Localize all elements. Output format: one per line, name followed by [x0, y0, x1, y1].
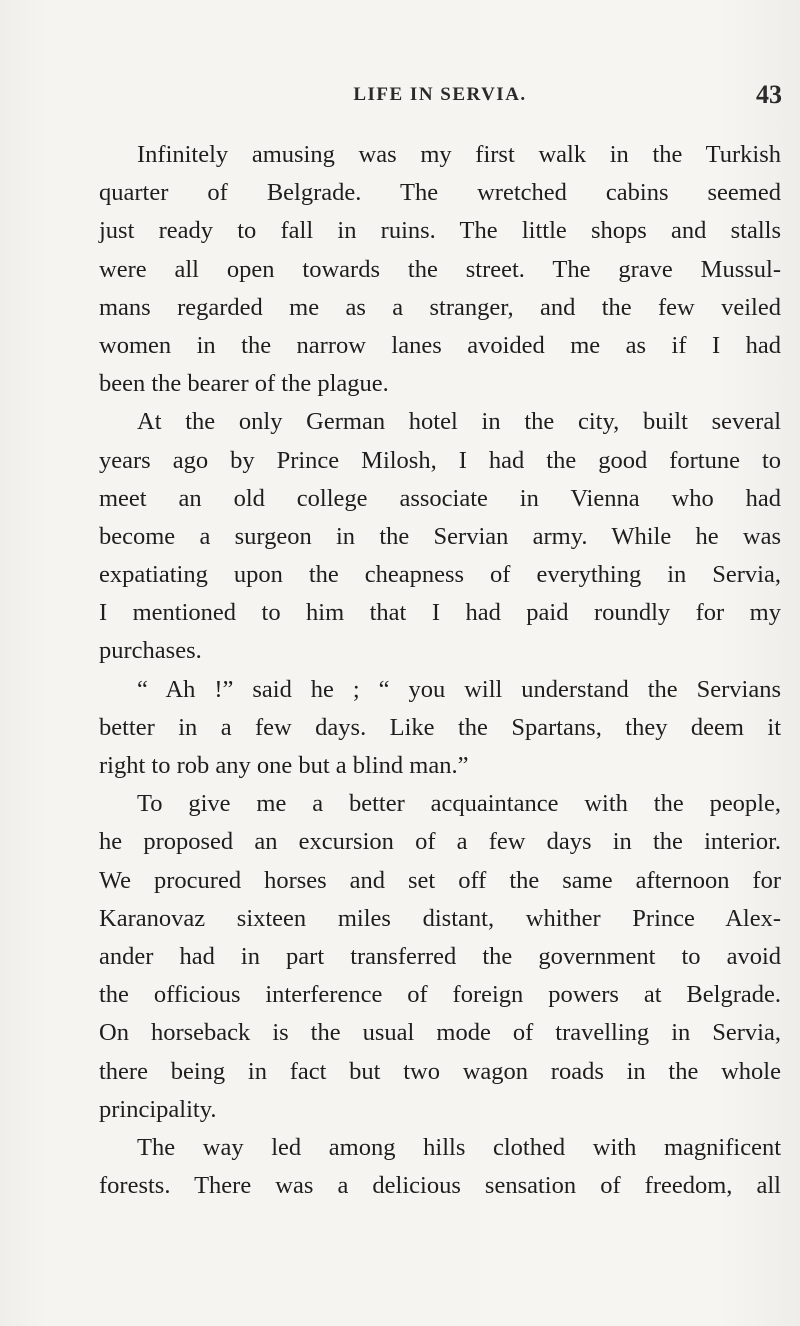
page-header: [98, 80, 782, 114]
text-line: purchases.: [99, 637, 202, 665]
text-line: The way led among hills clothed with magnificent: [137, 1133, 781, 1161]
text-line: At the only German hotel in the city, built several: [137, 408, 781, 436]
text-line: I mentioned to him that I had paid roundly for my: [99, 599, 781, 627]
text-line: the officious interference of foreign powers at Belgrade.: [99, 981, 781, 1009]
text-line: Karanovaz sixteen miles distant, whither Prince Alex-: [99, 904, 781, 932]
text-line: meet an old college associate in Vienna who had: [99, 484, 781, 512]
text-line: become a surgeon in the Servian army. While he was: [99, 522, 781, 550]
page-number: 43: [756, 80, 782, 109]
text-line: there being in fact but two wagon roads in the whole: [99, 1057, 781, 1085]
running-head: LIFE IN SERVIA.: [353, 84, 527, 105]
text-line: “ Ah !” said he ; “ you will understand the Servians: [137, 675, 781, 703]
text-line: women in the narrow lanes avoided me as if I had: [99, 331, 781, 359]
text-line: expatiating upon the cheapness of everything in Servia,: [99, 561, 781, 589]
text-line: just ready to fall in ruins. The little shops and stalls: [99, 217, 781, 245]
text-line: ander had in part transferred the government to avoid: [99, 942, 781, 970]
text-line: To give me a better acquaintance with the people,: [137, 790, 781, 818]
text-line: On horseback is the usual mode of travelling in Servia,: [99, 1019, 781, 1047]
text-line: Infinitely amusing was my first walk in the Turkish: [137, 141, 781, 168]
body-text: [99, 136, 781, 1205]
text-line: been the bearer of the plague.: [99, 370, 389, 398]
text-line: forests. There was a delicious sensation of freedom, all: [99, 1172, 781, 1200]
text-line: he proposed an excursion of a few days in the interior.: [99, 828, 781, 856]
text-line: right to rob any one but a blind man.”: [99, 752, 469, 779]
text-line: quarter of Belgrade. The wretched cabins seemed: [99, 179, 781, 207]
text-line: We procured horses and set off the same afternoon for: [99, 866, 781, 894]
text-line: principality.: [99, 1095, 217, 1123]
text-line: years ago by Prince Milosh, I had the good fortune to: [99, 446, 781, 474]
text-line: were all open towards the street. The grave Mussul-: [99, 255, 781, 283]
text-line: mans regarded me as a stranger, and the few veiled: [99, 293, 781, 321]
text-line: better in a few days. Like the Spartans, they deem it: [99, 713, 781, 741]
